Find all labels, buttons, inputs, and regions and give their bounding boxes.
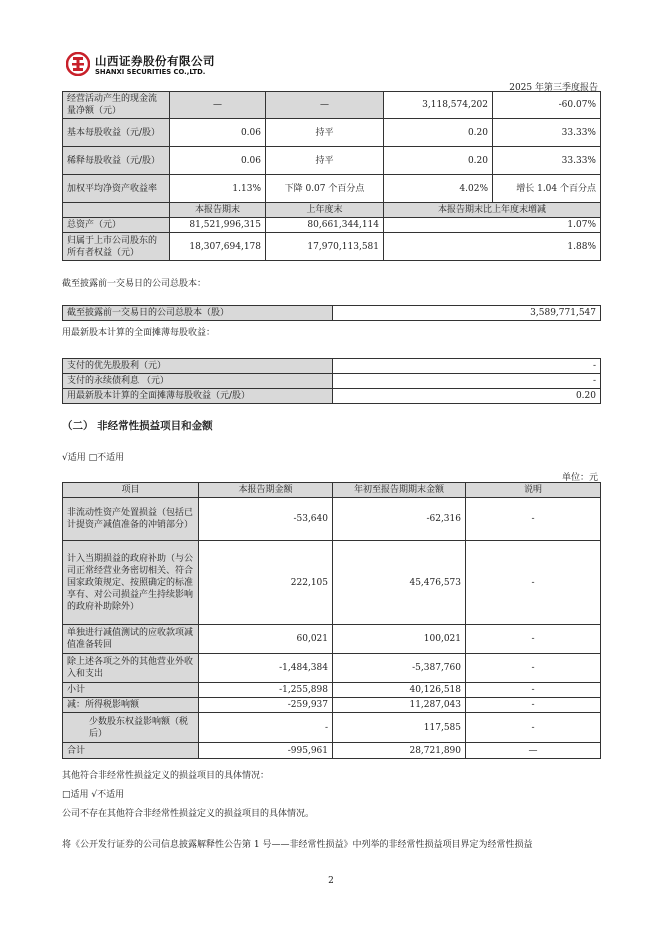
cell: -60.07% xyxy=(493,92,601,119)
row-label: 除上述各项之外的其他营业外收入和支出 xyxy=(63,654,199,683)
row-label: 支付的永续债利息 （元） xyxy=(63,374,333,389)
share-capital-table xyxy=(62,305,601,321)
cell: 4.02% xyxy=(384,175,493,203)
cell: -5,387,760 xyxy=(333,654,466,683)
row-label: 支付的优先股股利（元） xyxy=(63,359,333,374)
cell: — xyxy=(466,743,601,759)
cell: -62,316 xyxy=(333,498,466,541)
cell: - xyxy=(333,374,601,389)
column-header: 本报告期末 xyxy=(170,203,266,218)
cell: 11,287,043 xyxy=(333,698,466,713)
other-items-check: □适用 √不适用 xyxy=(62,790,125,800)
table-row xyxy=(63,683,601,698)
table-row xyxy=(63,147,601,175)
cell: - xyxy=(333,359,601,374)
row-label: 归属于上市公司股东的所有者权益（元） xyxy=(63,233,170,261)
cell: 1.07% xyxy=(384,218,601,233)
table-row xyxy=(63,359,601,374)
table-row xyxy=(63,654,601,683)
cell: — xyxy=(266,92,384,119)
row-label: 减：所得税影响额 xyxy=(63,698,199,713)
cell: - xyxy=(466,498,601,541)
key-financial-table xyxy=(62,91,601,261)
cell: 3,118,574,202 xyxy=(384,92,493,119)
row-label: 加权平均净资产收益率 xyxy=(63,175,170,203)
row-label: 总资产（元） xyxy=(63,218,170,233)
cell: 33.33% xyxy=(493,147,601,175)
report-title: 2025 年第三季度报告 xyxy=(509,83,598,93)
cell: 1.88% xyxy=(384,233,601,261)
table-row xyxy=(63,498,601,541)
table-row xyxy=(63,389,601,404)
table-row xyxy=(63,306,601,321)
company-name-en: SHANXI SECURITIES CO.,LTD. xyxy=(95,68,206,76)
cell: -995,961 xyxy=(199,743,333,759)
cell: 60,021 xyxy=(199,625,333,654)
row-label: 非流动性资产处置损益（包括已计提资产减值准备的冲销部分） xyxy=(63,498,199,541)
table-row xyxy=(63,218,601,233)
cell: -53,640 xyxy=(199,498,333,541)
cell: 81,521,996,315 xyxy=(170,218,266,233)
cell: - xyxy=(466,683,601,698)
table-row xyxy=(63,175,601,203)
table-row xyxy=(63,713,601,743)
cell: - xyxy=(466,713,601,743)
cell: 持平 xyxy=(266,147,384,175)
cell: 0.06 xyxy=(170,119,266,147)
column-header: 本报告期金额 xyxy=(199,483,333,498)
cell: 33.33% xyxy=(493,119,601,147)
cell: 45,476,573 xyxy=(333,541,466,625)
logo-emblem-icon xyxy=(66,52,90,76)
row-label: 计入当期损益的政府补助（与公司正常经营业务密切相关、符合国家政策规定、按照确定的标准享有、对公司损益产生持续影响的政府补助除外） xyxy=(63,541,199,625)
table-row xyxy=(63,698,601,713)
cell: -259,937 xyxy=(199,698,333,713)
cell: 18,307,694,178 xyxy=(170,233,266,261)
table-row xyxy=(63,743,601,759)
cell: 40,126,518 xyxy=(333,683,466,698)
table-subheader xyxy=(63,203,601,218)
company-logo xyxy=(66,52,90,76)
cell: - xyxy=(199,713,333,743)
cell: 0.20 xyxy=(384,119,493,147)
column-header: 上年度末 xyxy=(266,203,384,218)
row-label: 基本每股收益（元/股） xyxy=(63,119,170,147)
row-label: 合计 xyxy=(63,743,199,759)
column-header: 说明 xyxy=(466,483,601,498)
cell: 3,589,771,547 xyxy=(333,306,601,321)
row-label: 小计 xyxy=(63,683,199,698)
cell: 222,105 xyxy=(199,541,333,625)
cell: - xyxy=(466,541,601,625)
cell: -1,484,384 xyxy=(199,654,333,683)
cell: 80,661,344,114 xyxy=(266,218,384,233)
row-label: 稀释每股收益（元/股） xyxy=(63,147,170,175)
column-header: 项目 xyxy=(63,483,199,498)
company-name-cn: 山西证券股份有限公司 xyxy=(95,54,215,68)
column-header: 年初至报告期期末金额 xyxy=(333,483,466,498)
cell: - xyxy=(466,698,601,713)
column-header: 本报告期末比上年度末增减 xyxy=(384,203,601,218)
cell: 0.20 xyxy=(333,389,601,404)
share-capital-intro: 截至披露前一交易日的公司总股本： xyxy=(62,279,207,289)
cell: 117,585 xyxy=(333,713,466,743)
unit-label: 单位：元 xyxy=(561,473,598,483)
table-row xyxy=(63,233,601,261)
non-recurring-table xyxy=(62,482,601,759)
table-row xyxy=(63,92,601,119)
cell: 下降 0.07 个百分点 xyxy=(266,175,384,203)
cell: 100,021 xyxy=(333,625,466,654)
table-row xyxy=(63,625,601,654)
cell: - xyxy=(466,625,601,654)
cell: 28,721,890 xyxy=(333,743,466,759)
table-header-row xyxy=(63,483,601,498)
cell: 17,970,113,581 xyxy=(266,233,384,261)
reclassification-text: 将《公开发行证券的公司信息披露解释性公告第 1 号——非经常性损益》中列举的非经常性损益项目界定为经常性损益 xyxy=(62,840,533,850)
cell: — xyxy=(170,92,266,119)
empty-cell xyxy=(63,203,170,218)
table-row xyxy=(63,541,601,625)
applicability-check: √适用 □不适用 xyxy=(62,453,125,463)
row-label: 截至披露前一交易日的公司总股本（股） xyxy=(63,306,333,321)
cell: 1.13% xyxy=(170,175,266,203)
cell: 0.20 xyxy=(384,147,493,175)
cell: 持平 xyxy=(266,119,384,147)
row-label: 用最新股本计算的全面摊薄每股收益（元/股） xyxy=(63,389,333,404)
cell: 0.06 xyxy=(170,147,266,175)
section-title: （二） 非经常性损益项目和金额 xyxy=(62,420,213,432)
other-items-note: 公司不存在其他符合非经常性损益定义的损益项目的具体情况。 xyxy=(62,809,315,819)
diluted-eps-table xyxy=(62,358,601,404)
diluted-intro: 用最新股本计算的全面摊薄每股收益： xyxy=(62,328,216,338)
table-row xyxy=(63,374,601,389)
cell: 增长 1.04 个百分点 xyxy=(493,175,601,203)
cell: -1,255,898 xyxy=(199,683,333,698)
page-number: 2 xyxy=(328,876,334,886)
row-label: 经营活动产生的现金流量净额（元） xyxy=(63,92,170,119)
row-label: 单独进行减值测试的应收款项减值准备转回 xyxy=(63,625,199,654)
row-label: 少数股东权益影响额（税后） xyxy=(63,713,199,743)
table-row xyxy=(63,119,601,147)
other-items-title: 其他符合非经常性损益定义的损益项目的具体情况： xyxy=(62,771,270,781)
cell: - xyxy=(466,654,601,683)
